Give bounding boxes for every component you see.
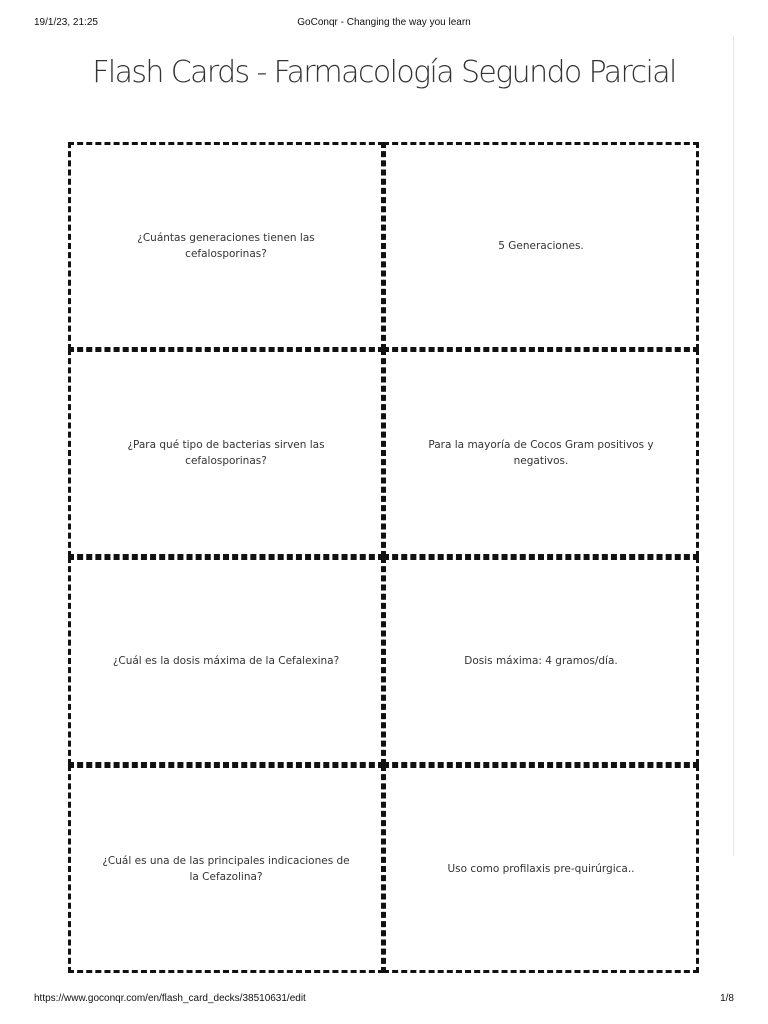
print-footer [0, 993, 768, 1007]
flash-card-front[interactable]: ¿Para qué tipo de bacterias sirven las cefalosporinas? [68, 349, 384, 557]
print-page-title: GoConqr - Changing the way you learn [297, 17, 471, 28]
flash-card-front[interactable]: ¿Cuántas generaciones tienen las cefalosporinas? [68, 142, 384, 350]
flash-card-front[interactable]: ¿Cuál es una de las principales indicaciones de la Cefazolina? [68, 765, 384, 973]
flash-card-back[interactable]: Dosis máxima: 4 gramos/día. [383, 557, 699, 765]
flash-card-row [68, 142, 700, 350]
flash-card-grid [68, 142, 700, 974]
flash-card-row [68, 558, 700, 766]
flash-card-back[interactable]: 5 Generaciones. [383, 142, 699, 350]
flash-card-front[interactable]: ¿Cuál es la dosis máxima de la Cefalexina? [68, 557, 384, 765]
print-datetime: 19/1/23, 21:25 [34, 17, 98, 28]
scrollbar-track[interactable] [733, 36, 734, 856]
print-url: https://www.goconqr.com/en/flash_card_decks/38510631/edit [34, 993, 306, 1004]
flash-card-back[interactable]: Para la mayoría de Cocos Gram positivos y negativos. [383, 349, 699, 557]
flash-card-row [68, 350, 700, 558]
print-header [0, 17, 768, 31]
deck-title: Flash Cards - Farmacología Segundo Parcial [92, 55, 676, 90]
page-indicator: 1/8 [720, 993, 734, 1004]
flash-card-back[interactable]: Uso como profilaxis pre-quirúrgica.. [383, 765, 699, 973]
flash-card-row [68, 766, 700, 974]
